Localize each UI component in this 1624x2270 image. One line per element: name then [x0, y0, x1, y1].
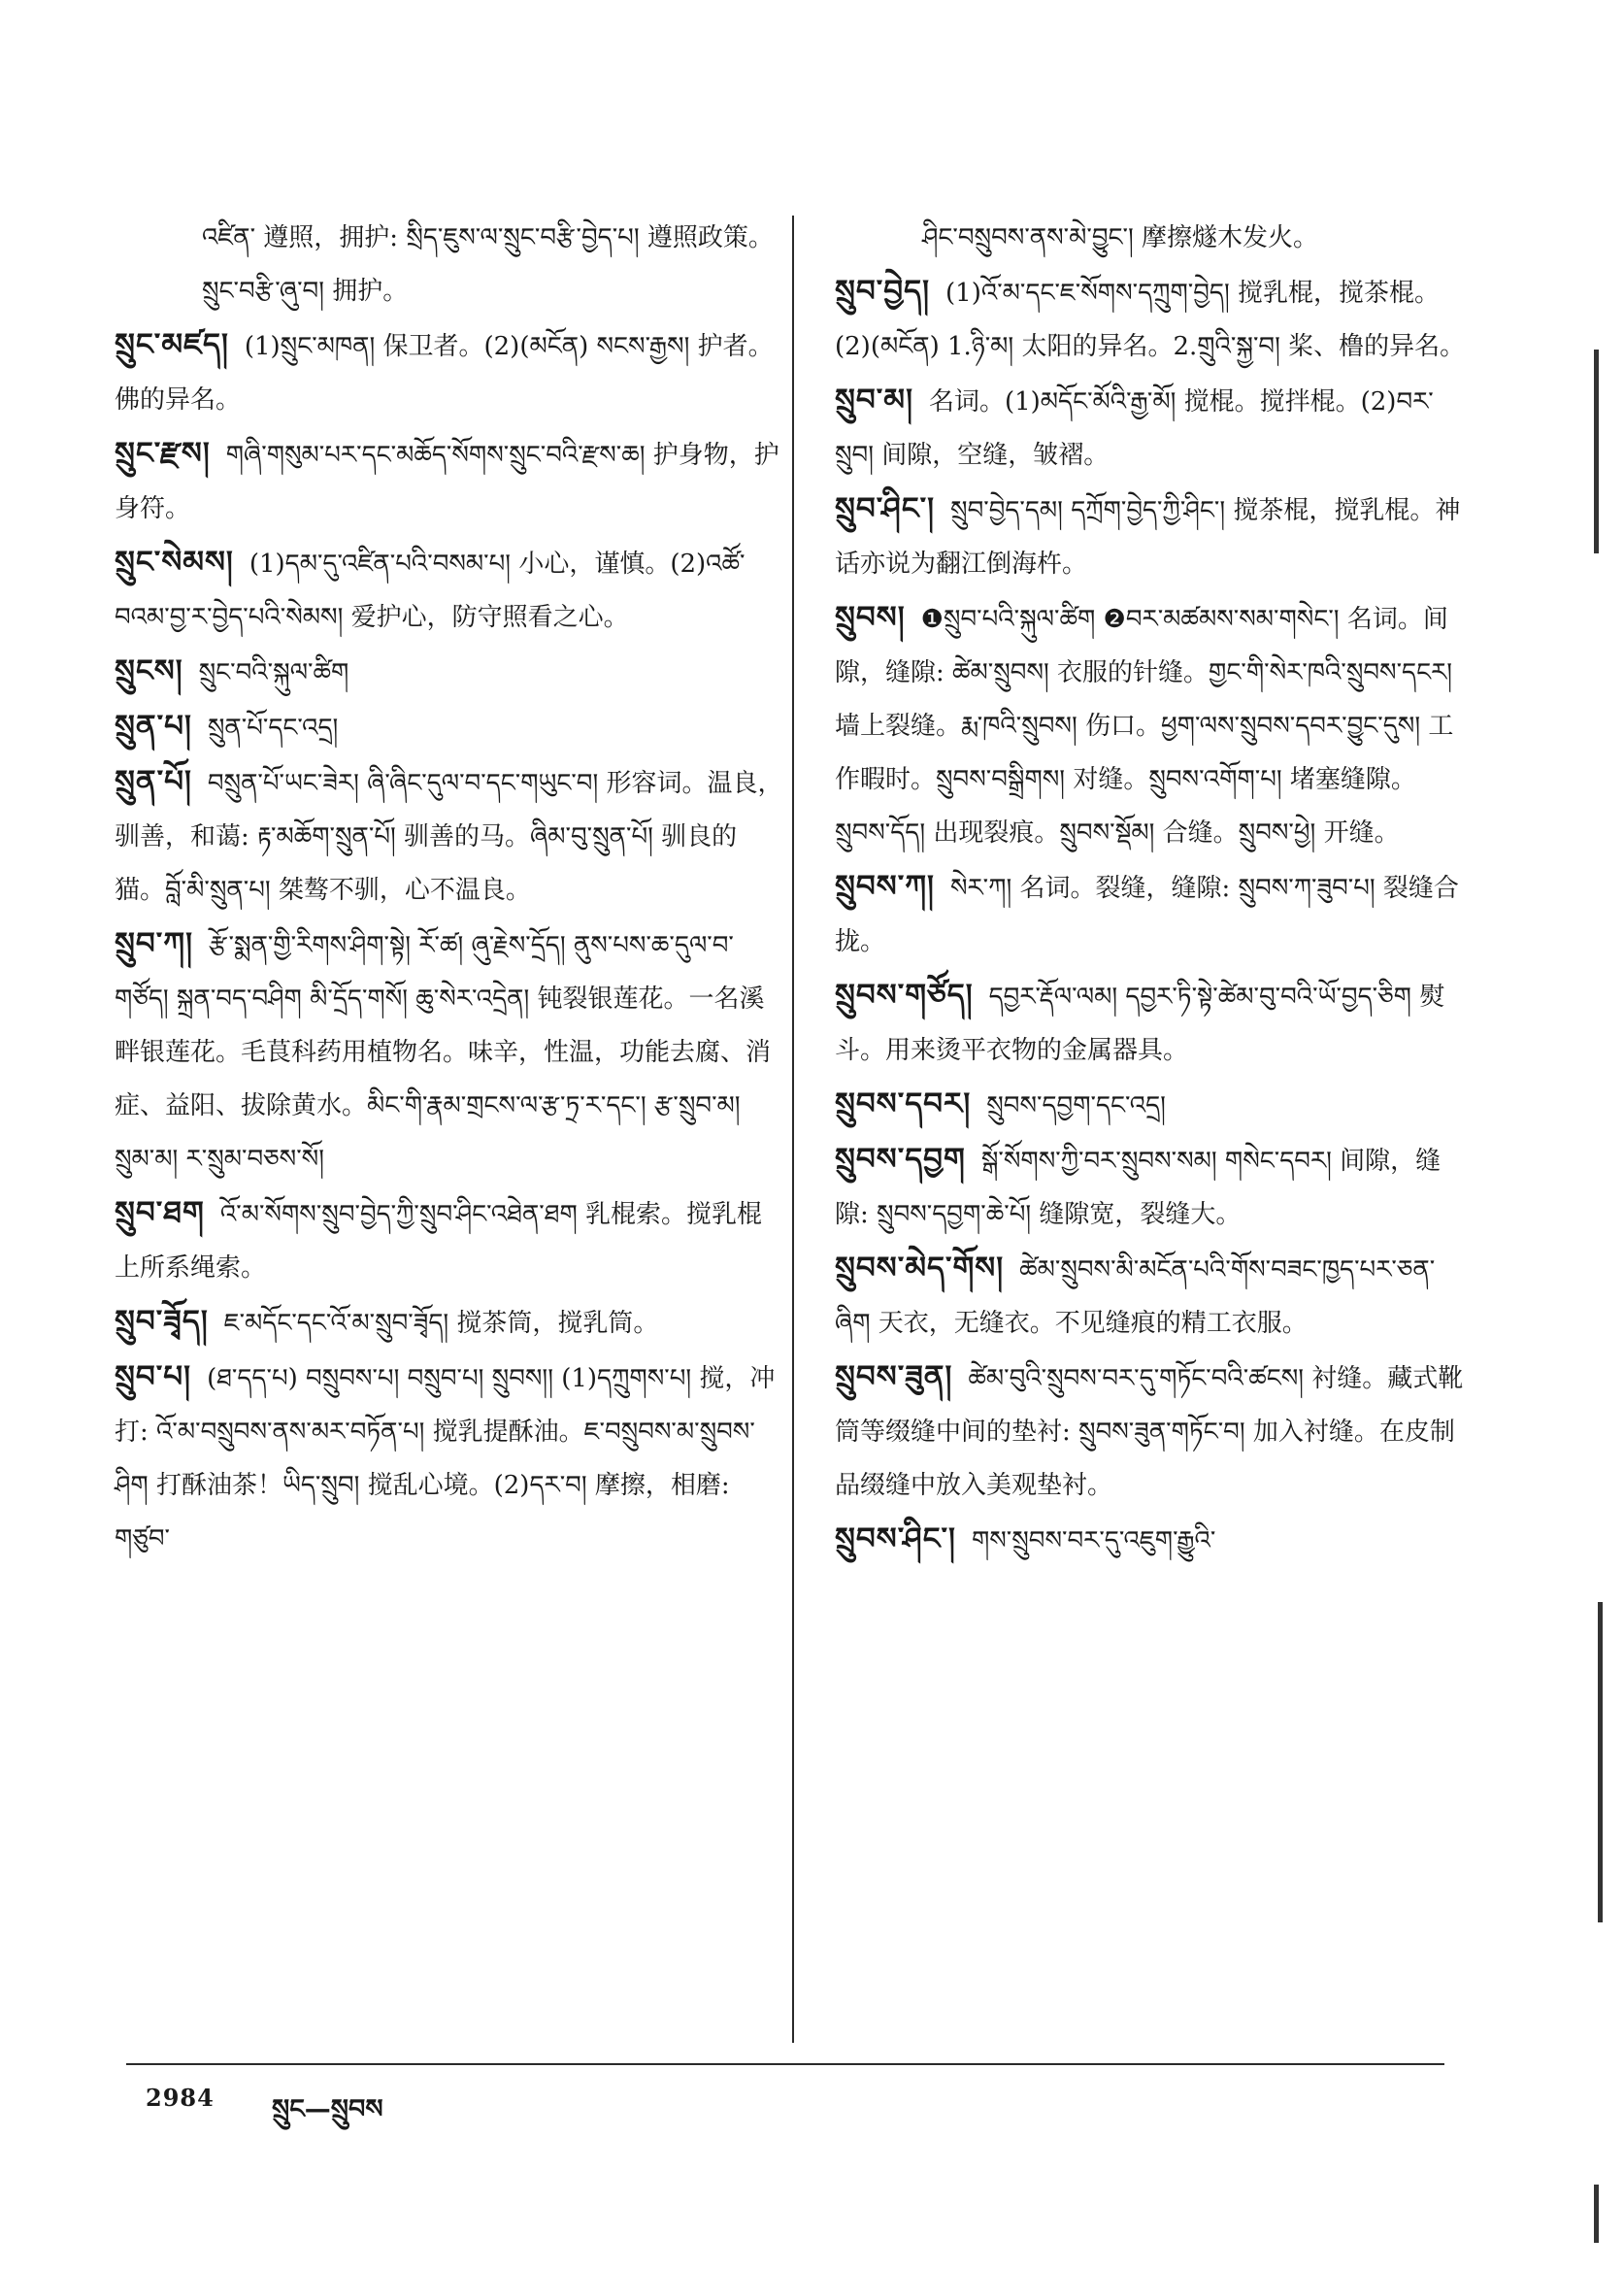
entry-headword: སྲུབ་བྱེད། [835, 274, 931, 309]
entry-headword: སྲུབ་ཤིང་། [835, 491, 936, 526]
dictionary-entry [115, 700, 784, 755]
entry-headword: སྲུང་མཛད། [115, 327, 229, 362]
scan-edge-mark [1594, 2185, 1599, 2243]
entry-headword: སྲུབ་ཐག [115, 1195, 205, 1230]
dictionary-entry [835, 483, 1466, 591]
dictionary-entry [835, 374, 1466, 483]
dictionary-entry [115, 918, 784, 1186]
dictionary-entry [115, 212, 784, 318]
entry-headword: སྲུང་སེམས། [115, 545, 234, 580]
dictionary-entry [835, 1351, 1466, 1513]
entry-headword: སྲུངས། [115, 653, 183, 688]
entry-definition: གས་སྲུབས་བར་དུ་འཇུག་རྒྱུའི་ [971, 1526, 1216, 1555]
entry-definition: ཇ་མདོང་དང་འོ་མ་སྲུབ་ཟྭོད། 搅茶筒，搅乳筒。 [223, 1309, 659, 1338]
entry-definition: ཚེམ་སྲུབས་མི་མངོན་པའི་གོས་བཟང་ཁྱད་པར་ཅན་ཞིག 天衣，无缝衣。不见缝痕的精工衣服。 [835, 1255, 1436, 1338]
footer-rule [126, 2063, 1444, 2065]
entry-definition: དབྱར་རྡོལ་ལམ། དབྱར་ཏི་སྟེ་ཚེམ་བུ་བའི་ཡོ་བྱད་ཅིག 熨斗。用来烫平衣物的金属器具。 [835, 983, 1445, 1065]
right-column [835, 212, 1466, 1568]
dictionary-entry [835, 1078, 1466, 1133]
entry-headword: སྲུབས་དབྱག [835, 1142, 966, 1177]
entry-headword: སྲུབས་ཀ། [835, 869, 935, 904]
entry-definition: སེར་ཀ། 名词。裂缝，缝隙: སྲུབས་ཀ་ཟུབ་པ། 裂缝合拢。 [835, 874, 1459, 956]
dictionary-entry [115, 1186, 784, 1295]
entry-definition: (1)སྲུང་མཁན། 保卫者。(2)(མངོན) སངས་རྒྱས། 护者。佛的异名。 [115, 332, 774, 415]
entry-headword: སྲུབས་ཤིང་། [835, 1521, 956, 1556]
entry-definition: རྩོ་སྨན་གྱི་རིགས་ཤིག་སྟེ། རོ་ཚ། ཞུ་རྗེས་དྲོད། ནུས་པས་ཆ་དུལ་བ་གཙོད། སྐྲན་བད་བཤིག མི་དྲོད་གསོ། ཆུ་སེར་འདྲེན། 钝裂银莲花。一名溪畔银莲花。毛茛科药用植物名。味辛，性温，功能去腐、消症、益阳、拔除黄水。མིང་གི་རྣམ་གྲངས་ལ་རྩ་ཏྲ་ར་དང་། རྩ་སྲུབ་མ། སྲུམ་མ། ར་སྲུམ་བཅས་སོ། [115, 931, 772, 1174]
dictionary-entry [835, 265, 1466, 374]
entry-headword: སྲུབས། [835, 600, 906, 635]
entry-definition: སྒོ་སོགས་ཀྱི་བར་སྲུབས་སམ། གསེང་དབར། 间隙，缝隙: སྲུབས་དབྱག་ཆེ་པོ། 缝隙宽，裂缝大。 [835, 1147, 1442, 1229]
entry-headword: སྲུབ་པ། [115, 1359, 192, 1394]
dictionary-entry [115, 318, 784, 427]
dictionary-entry [835, 591, 1466, 860]
dictionary-entry [835, 860, 1466, 969]
entry-headword: སྲུན་པ། [115, 709, 192, 744]
entry-definition: སྲུང་བའི་སྐུལ་ཚིག [198, 658, 349, 687]
dictionary-entry [115, 645, 784, 700]
entry-headword: སྲུབས་དབར། [835, 1086, 972, 1121]
dictionary-entry [115, 1351, 784, 1566]
entry-definition: ❶སྲུབ་པའི་སྐུལ་ཚིག ❷བར་མཚམས་སམ་གསེང་། 名词。间隙，缝隙: ཚེམ་སྲུབས། 衣服的针缝。གྱང་གི་སེར་ཁའི་སྲུབས་དངར། 墙上裂缝。རྨ་ཁའི་སྲུབས། 伤口。ཕྱག་ལས་སྲུབས་དབར་བྱུང་དུས། 工作暇时。སྲུབས་བསྒྲིགས། 对缝。སྲུབས་འགོག་པ། 堵塞缝隙。སྲུབས་དོད། 出现裂痕。སྲུབས་སྡོམ། 合缝。སྲུབས་ཕྱེ། 开缝。 [835, 605, 1454, 848]
entry-definition: སྲུན་པོ་དང་འདྲ། [207, 714, 339, 743]
entry-definition: སྲུབས་དབྱག་དང་འདྲ། [986, 1091, 1166, 1120]
page-number: 2984 [146, 2084, 215, 2112]
entry-definition: (1)དམ་དུ་འཛིན་པའི་བསམ་པ། 小心，谨慎。(2)འཚོ་བའམ་བྱ་ར་བྱེད་པའི་སེམས། 爱护心，防守照看之心。 [115, 550, 746, 632]
entry-definition: བསྲུན་པོ་ཡང་ཟེར། ཞི་ཞིང་དུལ་བ་དང་གཡུང་བ། 形容词。温良，驯善，和蔼: རྟ་མཆོག་སྲུན་པོ། 驯善的马。ཞིམ་བུ་སྲུན་པོ། 驯良的猫。བློ་མི་སྲུན་པ། 桀骜不驯，心不温良。 [115, 769, 783, 905]
entry-headword: སྲུན་པོ། [115, 764, 192, 799]
entry-headword: སྲུབ་ཟྭོད། [115, 1304, 209, 1339]
scan-edge-mark [1594, 350, 1599, 553]
entry-headword: སྲུབ་ཀ། [115, 926, 194, 961]
dictionary-entry [115, 755, 784, 918]
entry-definition: (ཐ་དད་པ) བསྲུབས་པ། བསྲུབ་པ། སྲུབས།། (1)དཀྲུགས་པ། 搅，冲打: འོ་མ་བསྲུབས་ནས་མར་བཏོན་པ། 搅乳提酥油。ཇ་བསྲུབས་མ་སྲུབས་ཤིག 打酥油茶！ཡིད་སྲུབ། 搅乱心境。(2)དར་བ། 摩擦，相磨: གཙུབ་ [115, 1364, 776, 1553]
dictionary-entry [835, 969, 1466, 1078]
entry-definition: འཛིན་ 遵照，拥护: སྲིད་ཇུས་ལ་སྲུང་བརྩི་བྱེད་པ། 遵照政策。སྲུང་བརྩི་ཞུ་བ། 拥护。 [202, 223, 774, 306]
entry-headword: སྲུབས་གཙོད། [835, 978, 974, 1013]
entry-headword: སྲུབས་མེད་གོས། [835, 1251, 1005, 1285]
dictionary-entry [835, 1133, 1466, 1242]
entry-definition: ཤིང་བསྲུབས་ནས་མེ་བྱུང་། 摩擦燧木发火。 [922, 223, 1319, 252]
dictionary-entry [115, 536, 784, 645]
left-column [115, 212, 784, 1566]
entry-headword: སྲུང་རྫས། [115, 436, 211, 471]
entry-definition: 名词。(1)མདོང་མོའི་རྒྱ་མོ། 搅棍。搅拌棍。(2)བར་སྲུབ། 间隙，空缝，皱褶。 [835, 387, 1434, 470]
dictionary-entry [835, 1513, 1466, 1568]
scan-edge-mark [1598, 1602, 1603, 1922]
dictionary-entry [835, 1242, 1466, 1351]
dictionary-entry [835, 212, 1466, 265]
entry-definition: སྲུབ་བྱེད་དམ། དཀྲོག་བྱེད་ཀྱི་ཤིང་། 搅茶棍，搅乳棍。神话亦说为翻江倒海杵。 [835, 496, 1461, 579]
dictionary-entry [115, 427, 784, 536]
entry-headword: སྲུབས་ཟུན། [835, 1359, 953, 1394]
entry-definition: ཚེམ་བུའི་སྲུབས་བར་དུ་གཏོང་བའི་ཚངས། 衬缝。藏式靴筒等缀缝中间的垫衬: སྲུབས་ཟུན་གཏོང་བ། 加入衬缝。在皮制品缀缝中放入美观垫衬。 [835, 1364, 1464, 1500]
column-divider [792, 216, 794, 2043]
entry-definition: (1)འོ་མ་དང་ཇ་སོགས་དཀྲུག་བྱེད། 搅乳棍，搅茶棍。(2)(མངོན) 1.ཉི་མ། 太阳的异名。2.གྲུའི་སྐྱ་བ། 桨、橹的异名。 [835, 279, 1466, 361]
running-head: སྲུང—སྲུབས [272, 2094, 383, 2124]
entry-headword: སྲུབ་མ། [835, 383, 913, 417]
entry-definition: གཞི་གསུམ་པར་དང་མཆོད་སོགས་སྲུང་བའི་རྫས་ཆ། 护身物，护身符。 [115, 441, 779, 523]
entry-definition: འོ་མ་སོགས་སྲུབ་བྱེད་ཀྱི་སྲུབ་ཤིང་འཐེན་ཐག 乳棍索。搅乳棍上所系绳索。 [115, 1200, 763, 1283]
dictionary-entry [115, 1295, 784, 1351]
